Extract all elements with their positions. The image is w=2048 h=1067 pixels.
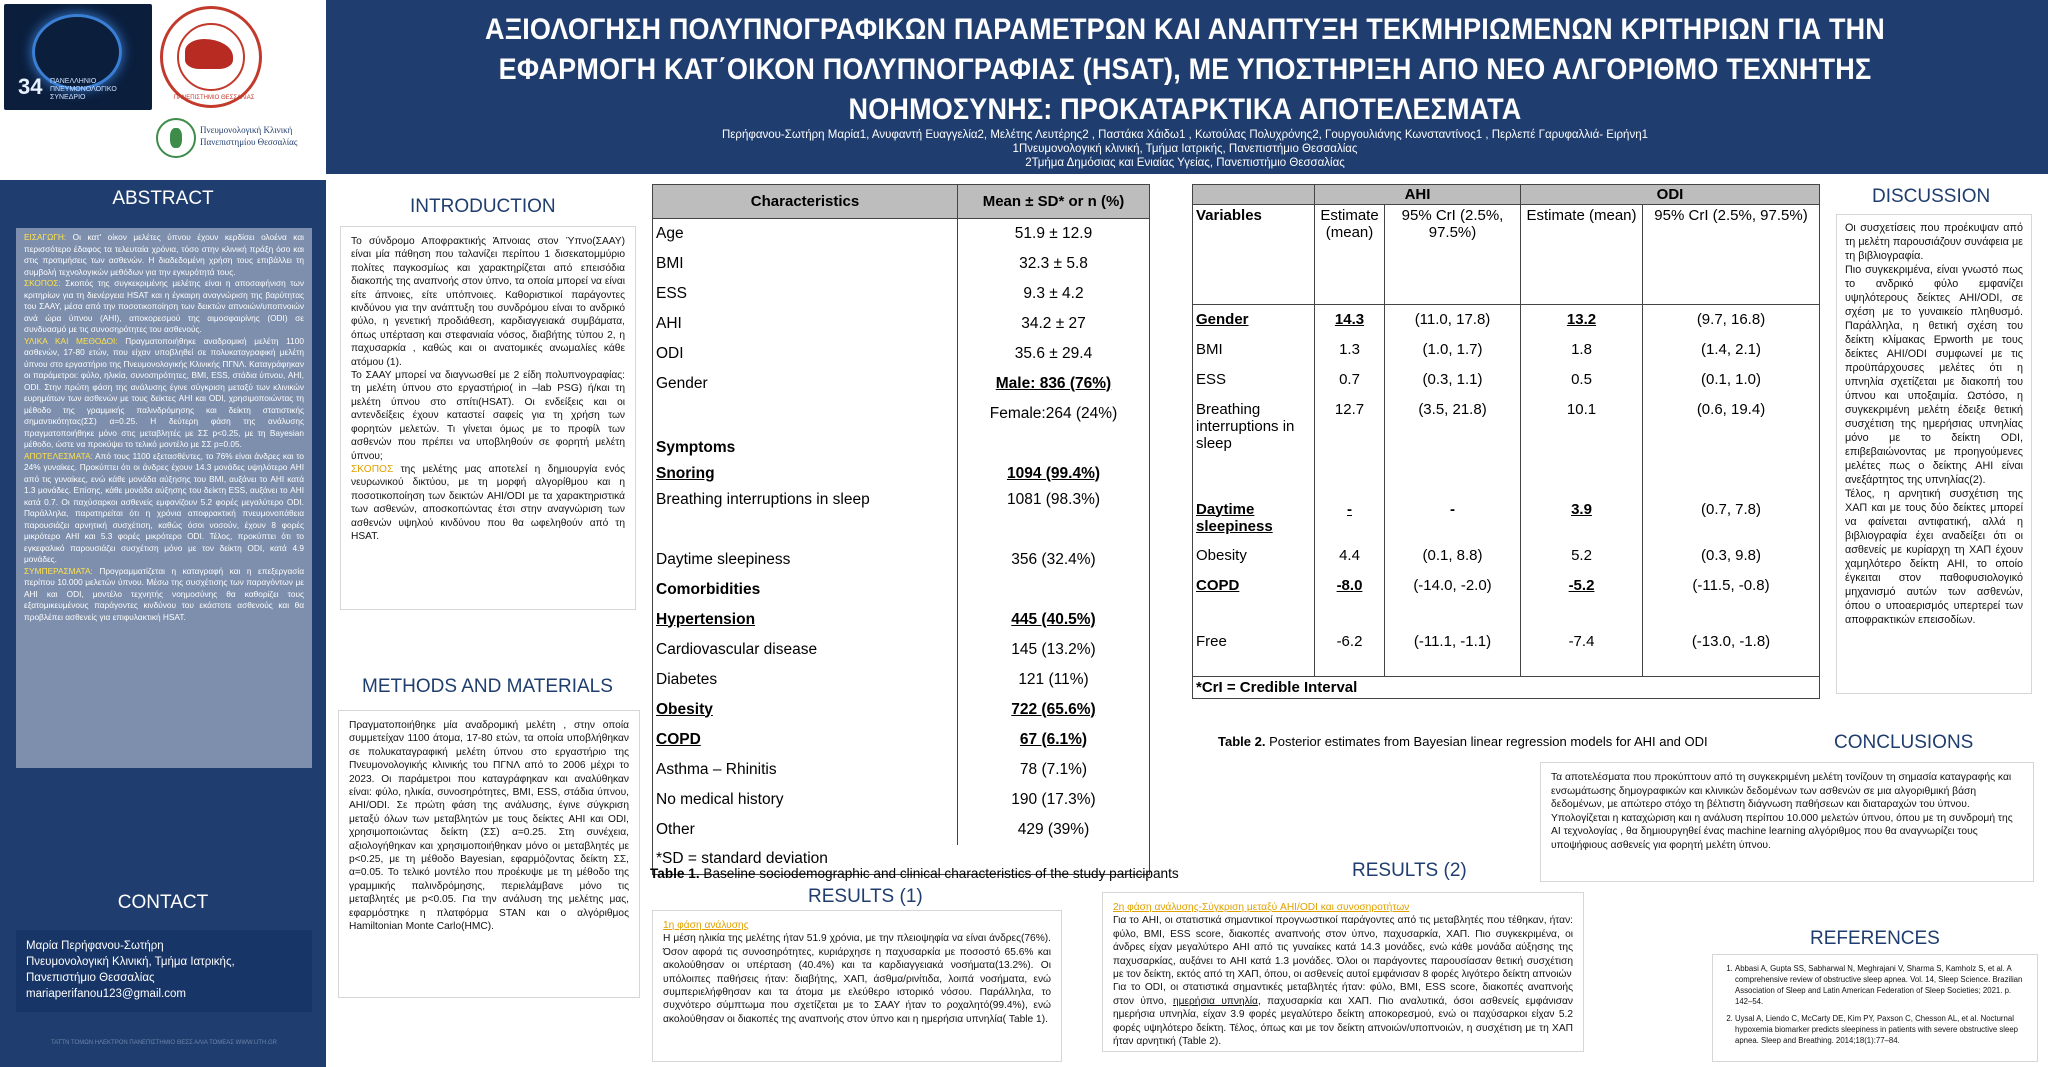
t1-cell-value: 32.3 ± 5.8 (958, 249, 1150, 279)
t1-cell-value: Female:264 (24%) (958, 399, 1150, 429)
intro-p1: Το σύνδρομο Αποφρακτικής Άπνοιας στον Ύπνο(ΣΑΑΥ) είναι μία πάθηση που ταλανίζει περίπου 1 δισεκατομμύριο πολίτες παγκοσμίως και χαρακτηρίζεται από επεισόδια διακοπής της αναπνοής στον ύπνο, τα οποία μπορεί να είναι είτε άπνοιες, είτε υπόπνοιες. Καθοριστικοί παράγοντες κινδύνου για την ανάπτυξη του συνδρόμου είναι το ανδρικό φύλο, η γενετική προδιάθεση, καρδιαγγειακά συμβάματα, όπως υπέρταση και στεφανιαία νόσος, διαβήτης τύπου 2, η παχυσαρκία , καθώς και οι ανατομικές ανωμαλίες κάθε ατόμου (1). (351, 236, 625, 368)
t2-row (1193, 399, 1820, 499)
results1-phase: 1η φάση ανάλυσης (663, 920, 749, 931)
t1-row (653, 665, 1150, 695)
t1-row (653, 605, 1150, 635)
abstract-heading: ABSTRACT (112, 188, 214, 209)
methods-heading: METHODS AND MATERIALS (362, 676, 613, 697)
reference-item: 2. Uysal A, Liendo C, McCarty DE, Kim PY, Paxson C, Chesson AL, et al. Nocturnal hypoxemia biomarker predicts sleepiness in patients with severe obstructive sleep apnea. Sleep and Breathing. 2014;18(1):77–84. (1735, 1013, 2027, 1046)
t2-cell-ahi-cri: (1.0, 1.7) (1385, 339, 1521, 369)
abstract-methods-label: ΥΛΙΚΑ ΚΑΙ ΜΕΘΟΔΟΙ: (24, 335, 118, 346)
t1-cell-label: Cardiovascular disease (653, 635, 958, 665)
t2-cell-odi-estimate: -5.2 (1521, 575, 1643, 631)
t1-cell-value: 121 (11%) (958, 665, 1150, 695)
contact-box (16, 930, 312, 1012)
t2-cell-label: Free (1193, 631, 1315, 677)
t1-cell-value: 9.3 ± 4.2 (958, 279, 1150, 309)
t2-row (1193, 545, 1820, 575)
t2-header-variables: Variables (1193, 205, 1315, 305)
t2-cell-odi-cri: (-11.5, -0.8) (1643, 575, 1820, 631)
t1-cell-label: Obesity (653, 695, 958, 725)
t2-header-ahi-estimate: Estimate (mean) (1315, 205, 1385, 305)
results1-text (652, 910, 1062, 1062)
intro-aim-label: ΣΚΟΠΟΣ (351, 463, 394, 475)
t2-cell-label: BMI (1193, 339, 1315, 369)
t1-row (653, 249, 1150, 279)
t2-row (1193, 305, 1820, 339)
t1-cell-value: 429 (39%) (958, 815, 1150, 845)
abstract-conclusions-label: ΣΥΜΠΕΡΑΣΜΑΤΑ: (24, 565, 93, 576)
t1-cell-value: 35.6 ± 29.4 (958, 339, 1150, 369)
footer-note: ΤΑΤΤΝ ΤΟΜΩΝ ΗΛΕΚΤΡΟΝ ΠΑΝΕΠΙΣΤΗΜΙΟ ΘΕΣΣ ΑΛΙΑ ΤΟΜΕΑΣ WWW.UTH.GR (50, 1040, 277, 1046)
discussion-p1: Οι συσχετίσεις που προέκυψαν από τη μελέτη παρουσιάζουν συνάφεια με τη βιβλιογραφία. (1845, 222, 2023, 262)
conclusions-p2: Υπολογίζεται η καταχώριση και η ανάλυση περίπου 10.000 μελετών ύπνου, όπου με τη συνδρομή της AI τεχνολογίας , θα δημιουργηθεί ένας machine learning αλγόριθμος που θα αναγνωρίζει τους υποψήφιους ασθενείς για φορητή μελέτη ύπνου. (1551, 812, 2013, 851)
t2-cell-odi-estimate: 10.1 (1521, 399, 1643, 499)
t1-cell-label: Hypertension (653, 605, 958, 635)
t1-cell-label: ESS (653, 279, 958, 309)
t2-cell-odi-estimate: 1.8 (1521, 339, 1643, 369)
t1-cell-label: Daytime sleepiness (653, 545, 958, 575)
intro-p3: της μελέτης μας αποτελεί η δημιουργία ενός νευρωνικού δικτύου, με τη μορφή αλγορίθμου και η ποσοτικοποίηση των δεικτών AHI/ODI με τα χαρακτηριστικά των ασθενών, αποσκοπώντας έτσι στην αναγνώριση των ασθενών υψηλού κινδύνου που θα ωφεληθούν από τη HSAT. (351, 463, 625, 542)
t1-cell-value (958, 429, 1150, 459)
abstract-conclusions: Προγραμματίζεται η καταγραφή και η επεξεργασία περίπου 10.000 μελετών ύπνου. Μέσω της συσχέτισης των παραγόντων με AHI και ODI, μοντέλο τεχνητής νοημοσύνης θα καθορίζει τους εξατομικευμένους παράγοντες κινδύνου του εκάστοτε ασθενούς και θα προβλέπει ασθενείς για επιφυλακτική HSAT. (24, 565, 304, 622)
logo-panel (0, 0, 326, 174)
t1-cell-value: 722 (65.6%) (958, 695, 1150, 725)
t1-cell-label: COPD (653, 725, 958, 755)
clinic-logo-text (200, 124, 297, 148)
results2-body2u: ημερήσια υπνηλία (1172, 995, 1258, 1007)
clinic-mark-icon (156, 118, 196, 158)
t1-row (653, 459, 1150, 489)
references-heading: REFERENCES (1810, 928, 1940, 949)
t2-cell-odi-estimate: 13.2 (1521, 305, 1643, 339)
introduction-text (340, 226, 636, 610)
t2-cell-ahi-estimate: 14.3 (1315, 305, 1385, 339)
t2-footnote: *CrI = Credible Interval (1193, 677, 1820, 699)
t1-cell-label: Age (653, 219, 958, 249)
t1-cell-value: 1081 (98.3%) (958, 489, 1150, 545)
discussion-p2: Πιο συγκεκριμένα, είναι γνωστό πως το ανδρικό φύλο εμφανίζει υψηλότερους δείκτες AHI/ODI, σε σχέση με το γυναικείο πληθυσμό. Παράλληλα, η θετική σχέση του δείκτη κλίμακας Epworth με τους δείκτες AHI/ODI συμφωνεί με τις προϋπάρχουσες μελέτες ότι η υπνηλία σχετίζεται με διακοπή του ύπνου και υποξαιμία. Ωστόσο, η συγκεκριμένη μελέτη έδειξε θετική συσχέτιση της ημερήσιας υπνηλίας μόνο με το δείκτη ODI, επιβεβαιώνοντας με προηγούμενες μελέτες πως ο δείκτης AHI είναι ανεξάρτητος της υπνηλίας(2). (1845, 264, 2023, 486)
t2-row (1193, 499, 1820, 545)
t2-cell-ahi-estimate: 4.4 (1315, 545, 1385, 575)
results2-body2 (1113, 981, 1573, 1048)
clinic-line1: Πνευμονολογική Κλινική (200, 125, 293, 135)
results2-body1: Για το AHI, οι στατιστικά σημαντικοί προγνωστικοί παράγοντες από τις μεταβλητές που τέθηκαν, ήταν: φύλο, BMI, ESS score, διακοπές αναπνοής στον ύπνο, παχυσαρκία, ΧΑΠ. Πιο συγκεκριμένα, οι άνδρες είχαν μεγαλύτερο AHI από τις γυναίκες κατά 14.3 μονάδες, ενώ κάθε μονάδα αύξησης της παχυσαρκίας, αυξάνει το AHI κατά 1.3 μονάδες. Όλοι οι παράγοντες παρουσίασαν θετική συσχέτιση με τον δείκτη, εκτός από τη ΧΑΠ, όπου, οι ασθενείς αυτοί εμφάνισαν 8 φορές λιγότερο δείκτη απνοιών (1113, 915, 1573, 981)
t2-cell-odi-estimate: 3.9 (1521, 499, 1643, 545)
t1-cell-value: 356 (32.4%) (958, 545, 1150, 575)
t1-header-mean: Mean ± SD* or n (%) (958, 185, 1150, 219)
t1-row (653, 279, 1150, 309)
t2-blank-header (1193, 185, 1315, 205)
t1-row (653, 815, 1150, 845)
abstract-results-label: ΑΠΟΤΕΛΕΣΜΑΤΑ: (24, 450, 93, 461)
t1-cell-value: 1094 (99.4%) (958, 459, 1150, 489)
authors-block (330, 128, 2040, 170)
t1-cell-label (653, 399, 958, 429)
t2-cell-odi-estimate: 0.5 (1521, 369, 1643, 399)
t1-row (653, 339, 1150, 369)
t2-row (1193, 631, 1820, 677)
t1-cell-label: Breathing interruptions in sleep (653, 489, 958, 545)
affiliation-1: 1Πνευμονολογική κλινική, Τμήμα Ιατρικής, Πανεπιστήμιο Θεσσαλίας (1012, 143, 1358, 155)
t1-row (653, 399, 1150, 429)
t1-cell-label: Other (653, 815, 958, 845)
authors: Περήφανου-Σωτήρη Μαρία1, Ανυφαντή Ευαγγελία2, Μελέτης Λευτέρης2 , Παστάκα Χάιδω1 , Κωτούλας Πολυχρόνης2, Γουργουλιάνης Κωνσταντίνος1 , Περλεπέ Γαρυφαλλιά- Ειρήνη1 (722, 129, 1648, 141)
t1-row (653, 309, 1150, 339)
t1-cell-value: 78 (7.1%) (958, 755, 1150, 785)
contact-email[interactable]: mariaperifanou123@gmail.com (26, 988, 186, 1000)
results1-heading: RESULTS (1) (808, 886, 923, 907)
t1-row (653, 219, 1150, 249)
t2-cell-ahi-estimate: - (1315, 499, 1385, 545)
university-logo (160, 6, 262, 108)
abstract-text (16, 228, 312, 768)
t2-cell-ahi-cri: - (1385, 499, 1521, 545)
abstract-intro: Οι κατ' οίκον μελέτες ύπνου έχουν κερδίσει ολοένα και περισσότερο έδαφος τα τελευταία χρόνια, τόσο στην κλινική πράξη όσο και στις προτιμήσεις των ασθενών. Η διαδεδομένη χρήση τους επιβάλλει τη συμβολή τεχνολογικών μεθόδων για την εγκυρότητά τους. (24, 232, 304, 277)
abstract-aim: Σκοπός της συγκεκριμένης μελέτης είναι η αποσαφήνιση των κριτηρίων για τη διενέργεια HSAT και η έγκαιρη αναγνώριση της βαρύτητας του ΣΑΑΥ, μέσα από την ποσοτικοποίηση των δεικτών απνοιών/υποπνοιών ανά ώρα ύπνου (AHI), αποκορεσμού της αιμοσφαιρίνης (ODI) σε συνδυασμό με τις συνοσηρότητες του ασθενούς. (24, 278, 304, 334)
t2-header-odi-cri: 95% CrI (2.5%, 97.5%) (1643, 205, 1820, 305)
t1-row (653, 489, 1150, 545)
t2-cell-odi-cri: (1.4, 2.1) (1643, 339, 1820, 369)
t1-row (653, 725, 1150, 755)
contact-name: Μαρία Περήφανου-Σωτήρη (26, 940, 164, 952)
t1-cell-label: Comorbidities (653, 575, 958, 605)
results2-heading: RESULTS (2) (1352, 860, 1467, 881)
t2-header-odi-estimate: Estimate (mean) (1521, 205, 1643, 305)
conclusions-heading: CONCLUSIONS (1834, 732, 1974, 753)
table-1 (652, 184, 1150, 875)
university-caption: ΠΑΝΕΠΙΣΤΗΜΙΟ ΘΕΣΣΑΛΙΑΣ (173, 95, 255, 101)
t1-row (653, 755, 1150, 785)
t2-cell-label: Gender (1193, 305, 1315, 339)
contact-org2: Πανεπιστήμιο Θεσσαλίας (26, 972, 155, 984)
t2-cell-odi-cri: (0.3, 9.8) (1643, 545, 1820, 575)
t2-cell-ahi-cri: (-14.0, -2.0) (1385, 575, 1521, 631)
t2-row (1193, 575, 1820, 631)
results2-body2b: , παχυσαρκία και ΧΑΠ. Πιο αναλυτικά, όσοι ασθενείς εμφάνισαν ημερήσια υπνηλία, είχαν 3.9 φορές μεγαλύτερο δείκτη αποκορεσμού, ενώ οι παχύσαρκοι είχαν 5.2 φορές υψηλότερο δείκτη. Τέλος, όπως και με τον δείκτη απνοιών/υποπνοιών, η συσχέτιση με τη ΧΑΠ ήταν αρνητική (Table 2). (1113, 995, 1574, 1048)
poster-title: ΑΞΙΟΛΟΓΗΣΗ ΠΟΛΥΠΝΟΓΡΑΦΙΚΩΝ ΠΑΡΑΜΕΤΡΩΝ ΚΑΙ ΑΝΑΠΤΥΞΗ ΤΕΚΜΗΡΙΩΜΕΝΩΝ ΚΡΙΤΗΡΙΩΝ ΓΙΑ ΤΗΝ ΕΦΑΡΜΟΓΗ ΚΑΤ΄ΟΙΚΟΝ ΠΟΛΥΠΝΟΓΡΑΦΙΑΣ (HSAT), ΜΕ ΥΠΟΣΤΗΡΙΞΗ ΑΠΟ ΝΕΟ ΑΛΓΟΡΙΘΜΟ ΤΕΧΝΗΤΗΣ ΝΟΗΜΟΣΥΝΗΣ: ΠΡΟΚΑΤΑΡΚΤΙΚΑ ΑΠΟΤΕΛΕΣΜΑΤΑ (485, 13, 1885, 126)
t1-row (653, 695, 1150, 725)
table1-caption (650, 866, 1210, 881)
intro-p2: Το ΣΑΑΥ μπορεί να διαγνωσθεί με 2 είδη πολυπνογραφίας: τη μελέτη ύπνου στο εργαστήριο( in –lab PSG) ή/και τη μελέτη ύπνου στο σπίτι(HSAT). Οι ενδείξεις και οι αντενδείξεις έχουν καταστεί σαφείς για τη χρήση των φορητών μελετών. Τι γίνεται όμως με το προφίλ των ασθενών που πρέπει να υποβληθούν σε φορητή μελέτη ύπνου; (351, 370, 625, 462)
t2-cell-ahi-cri: (0.1, 8.8) (1385, 545, 1521, 575)
t2-cell-ahi-cri: (11.0, 17.8) (1385, 305, 1521, 339)
t1-cell-label: Symptoms (653, 429, 958, 459)
t1-row (653, 545, 1150, 575)
abstract-results: Από τους 1100 εξετασθέντες, το 76% είναι άνδρες και το 24% γυναίκες. Προκύπτει ότι οι άνδρες έχουν 14.3 μονάδες υψηλότερο AHI από τις γυναίκες, ενώ κάθε μονάδα αύξησης του BMI, αυξάνει το AHI κατά 1.3 μονάδες. Επίσης, κάθε μονάδα αύξησης του δείκτη ESS, αυξάνει το AHI κατά 0.7. Οι παχύσαρκοι ασθενείς εμφανίζουν 5.2 φορές μεγαλύτερο ODI. Παράλληλα, παρατηρείται ότι η χρόνια αποφρακτική πνευμονοπάθεια παρουσιάζει αρνητική συσχέτιση, καθώς όσοι νοσούν, έχουν 8 φορές μικρότερο AHI και 5.3 φορές μικρότερο ODI. Τέλος, προκύπτει ότι το εγκεφαλικό παρουσιάζει συσχέτιση μόνο με τον δείκτη ODI, κατά 4.9 μονάδες. (24, 450, 304, 564)
t2-cell-label: COPD (1193, 575, 1315, 631)
t2-group-ahi: AHI (1315, 185, 1521, 205)
results2-body2a: Για το ODI, οι στατιστικά σημαντικές μεταβλητές ήταν: φύλο, BMI, ESS score, διακοπές αναπνοής στον ύπνο, (1113, 982, 1573, 1007)
t1-row (653, 635, 1150, 665)
discussion-p3: Τέλος, η αρνητική συσχέτιση της ΧΑΠ και με τους δύο δείκτες μπορεί να φαίνεται αντιφατική, αλλά η βιβλιογραφία έχει αναδείξει ότι οι ασθενείς με κυρίαρχη τη ΧΑΠ έχουν χαμηλότερο δείκτη AHI, το οποίο έγκειται στον παθοφυσιολογικό μηχανισμό αυτών των ασθενών, όπου ο υποαερισμός υπερτερεί των αποφρακτικών επεισοδίων. (1845, 488, 2023, 626)
table2-caption-label: Table 2. (1218, 734, 1266, 749)
t2-cell-odi-cri: (0.1, 1.0) (1643, 369, 1820, 399)
table-2 (1192, 184, 1820, 699)
abstract-aim-label: ΣΚΟΠΟΣ: (24, 278, 61, 288)
conclusions-p1: Τα αποτελέσματα που προκύπτουν από τη συγκεκριμένη μελέτη τονίζουν τη σημασία καταγραφής και ενσωμάτωσης δημογραφικών και κλινικών δεδομένων των ασθενών σε μια αλγοριθμική βάση δεδομένων, με απώτερο στόχο τη βέλτιστη διάγνωση παθήσεων και διαταραχών του ύπνου. (1551, 772, 2012, 811)
clinic-logo (156, 114, 322, 164)
t1-footnote: *SD = standard deviation (653, 845, 1150, 875)
congress-caption: ΠΑΝΕΛΛΗΝΙΟ ΠΝΕΥΜΟΝΟΛΟΓΙΚΟ ΣΥΝΕΔΡΙΟ (50, 78, 117, 101)
t1-cell-value: 145 (13.2%) (958, 635, 1150, 665)
t1-row (653, 369, 1150, 399)
t2-cell-label: ESS (1193, 369, 1315, 399)
table2-caption-text: Posterior estimates from Bayesian linear regression models for AHI and ODI (1265, 734, 1708, 749)
introduction-heading: INTRODUCTION (410, 196, 556, 217)
congress-number: 34 (18, 74, 43, 99)
reference-item: 1. Abbasi A, Gupta SS, Sabharwal N, Meghrajani V, Sharma S, Kamholz S, et al. A comprehensive review of obstructive sleep apnea. Vol. 14, Sleep Science. Brazilian Association of Sleep and Latin American Federation of Sleep Societies; 2021. p. 142–54. (1735, 963, 2027, 1007)
conclusions-text (1540, 762, 2034, 882)
clinic-line2: Πανεπιστημίου Θεσσαλίας (200, 137, 298, 147)
t1-row (653, 429, 1150, 459)
t1-cell-value: 445 (40.5%) (958, 605, 1150, 635)
t1-cell-value: 67 (6.1%) (958, 725, 1150, 755)
results1-body: Η μέση ηλικία της μελέτης ήταν 51.9 χρόνια, με την πλειοψηφία να είναι άνδρες(76%). Όσον αφορά τις συνοσηρότητες, κυριάρχησε η παχυσαρκία με ποσοστό 65.6% και ακολούθησαν οι υπέρταση (40.4%) και τα καρδιαγγειακά νοσήματα(13.2%). Οι υπόλοιπες παθήσεις ήταν: διαβήτης, ΧΑΠ, άσθμα/ρινίτιδα, λοιπά νοσήματα, ενώ συμπεριελήφθησαν και τα άτομα με ελεύθερο ιστορικό νόσου. Παράλληλα, το συχνότερο σύμπτωμα που σχετίζεται με το ΣΑΑΥ ήταν το ροχαλητό(99.4%), ενώ ακολούθησαν οι διακοπές της αναπνοής στον ύπνο και η ημερήσια υπνηλία( Table 1). (663, 933, 1051, 1025)
t2-cell-odi-cri: (9.7, 16.8) (1643, 305, 1820, 339)
t1-header-characteristics: Characteristics (653, 185, 958, 219)
t2-footnote-row (1193, 677, 1820, 699)
discussion-heading: DISCUSSION (1872, 186, 1991, 207)
t2-cell-ahi-cri: (3.5, 21.8) (1385, 399, 1521, 499)
t2-cell-ahi-estimate: -6.2 (1315, 631, 1385, 677)
t2-cell-odi-cri: (0.6, 19.4) (1643, 399, 1820, 499)
t1-cell-label: ODI (653, 339, 958, 369)
t2-cell-odi-cri: (0.7, 7.8) (1643, 499, 1820, 545)
t1-cell-label: AHI (653, 309, 958, 339)
t1-cell-value (958, 575, 1150, 605)
t2-cell-label: Daytime sleepiness (1193, 499, 1315, 545)
t1-cell-label: Asthma – Rhinitis (653, 755, 958, 785)
table1-caption-text: Baseline sociodemographic and clinical characteristics of the study participants (699, 866, 1179, 881)
discussion-text (1836, 214, 2032, 694)
t1-cell-label: Gender (653, 369, 958, 399)
t2-header-ahi-cri: 95% CrI (2.5%, 97.5%) (1385, 205, 1521, 305)
results2-phase: 2η φάση ανάλυσης-Σύγκριση μεταξύ AHI/ODI και συνοσηροτήτων (1113, 902, 1410, 913)
t2-cell-ahi-estimate: 0.7 (1315, 369, 1385, 399)
t1-cell-label: Snoring (653, 459, 958, 489)
table1-caption-label: Table 1. (650, 866, 700, 881)
t2-cell-ahi-cri: (-11.1, -1.1) (1385, 631, 1521, 677)
methods-text: Πραγματοποιήθηκε μία αναδρομική μελέτη , στην οποία συμμετείχαν 1100 άτομα, 17-80 ετών, τα οποία υποβλήθηκαν σε πολυκαταγραφική μελέτη ύπνου στο εργαστήριο της Πνευμονολογικής κλινικής του ΠΓΝΛ από το 2006 μέχρι το 2023. Οι παράμετροι που καταγράφηκαν και αναλύθηκαν είναι: φύλο, ηλικία, συνοσηρότητες, BMI, ESS, στάδια ύπνου, AHI/ODI. Σε πρώτη φάση της ανάλυσης, έγινε σύγκριση μεταξύ όλων των μεταβλητών με τους δείκτες AHI και ODI, χρησιμοποιώντας δείκτη (ΣΣ) α=0.25. Στη συνέχεια, αξιολογήθηκαν και χρησιμοποιήθηκαν μόνο οι μεταβλητές με p<0.25, με τη μέθοδο Bayesian, εφαρμόζοντας δείκτη ΣΣ, α=0.05. Το τελικό μοντέλο που προέκυψε με τη μέθοδο της γραμμικής παλινδρόμησης, περιελάμβανε μόνο τις μεταβλητές με p<0.05. Για την ανάλυση της μελέτης μας, εφαρμόστηκε η πλατφόρμα STAN και ο αλγόριθμος Hamiltonian Monte Carlo(HMC). (338, 710, 640, 998)
t2-cell-label: Breathing interruptions in sleep (1193, 399, 1315, 499)
t2-cell-ahi-estimate: 12.7 (1315, 399, 1385, 499)
references-list (1712, 954, 2038, 1062)
t1-cell-label: BMI (653, 249, 958, 279)
abstract-intro-label: ΕΙΣΑΓΩΓΗ: (24, 232, 67, 242)
t2-cell-ahi-estimate: 1.3 (1315, 339, 1385, 369)
congress-logo (4, 4, 152, 110)
table2-caption (1218, 734, 1818, 749)
t2-row (1193, 369, 1820, 399)
t1-row (653, 785, 1150, 815)
abstract-methods: Πραγματοποιήθηκε αναδρομική μελέτη 1100 ασθενών, 17-80 ετών, που είχαν υποβληθεί σε πολυκαταγραφική μελέτη ύπνου στο εργαστήριο της Πνευμονολογικής Κλινικής ΠΓΝΛ. Καταγράφηκαν οι παράμετροι: φύλο, ηλικία, συνοσηρότητες, BMI, ESS, στάδια ύπνου, AHI, ODI. Στην πρώτη φάση της ανάλυσης έγινε σύγκριση μεταξύ των κλινικών ευρημάτων των ασθενών με τους δείκτες AHI και ODI, χρησιμοποιώντας τη μέθοδο της γραμμικής παλινδρόμησης και δείκτη στατιστικής σημαντικότητας(ΣΣ) α=0.25. Η δεύτερη φάση της ανάλυσης πραγματοποιήθηκε μόνο στις μεταβλητές με ΣΣ p<0.25, με τη Bayesian μέθοδο, ώστε να προκύψει το τελικό μοντέλο με ΣΣ p=0.05. (24, 335, 304, 449)
t2-cell-ahi-estimate: -8.0 (1315, 575, 1385, 631)
results2-text (1102, 892, 1584, 1052)
t1-cell-label: No medical history (653, 785, 958, 815)
t1-cell-value: 190 (17.3%) (958, 785, 1150, 815)
t2-cell-ahi-cri: (0.3, 1.1) (1385, 369, 1521, 399)
t2-cell-odi-estimate: 5.2 (1521, 545, 1643, 575)
contact-org1: Πνευμονολογική Κλινική, Τμήμα Ιατρικής, (26, 956, 235, 968)
t1-cell-label: Diabetes (653, 665, 958, 695)
t1-cell-value: 51.9 ± 12.9 (958, 219, 1150, 249)
affiliation-2: 2Τμήμα Δημόσιας και Ενιαίας Υγείας, Πανεπιστήμιο Θεσσαλίας (1025, 157, 1345, 169)
t2-group-odi: ODI (1521, 185, 1820, 205)
t1-cell-value: Male: 836 (76%) (958, 369, 1150, 399)
t1-cell-value: 34.2 ± 27 (958, 309, 1150, 339)
t2-cell-label: Obesity (1193, 545, 1315, 575)
t2-row (1193, 339, 1820, 369)
contact-heading: CONTACT (117, 892, 209, 913)
t2-cell-odi-estimate: -7.4 (1521, 631, 1643, 677)
t1-row (653, 575, 1150, 605)
t2-cell-odi-cri: (-13.0, -1.8) (1643, 631, 1820, 677)
